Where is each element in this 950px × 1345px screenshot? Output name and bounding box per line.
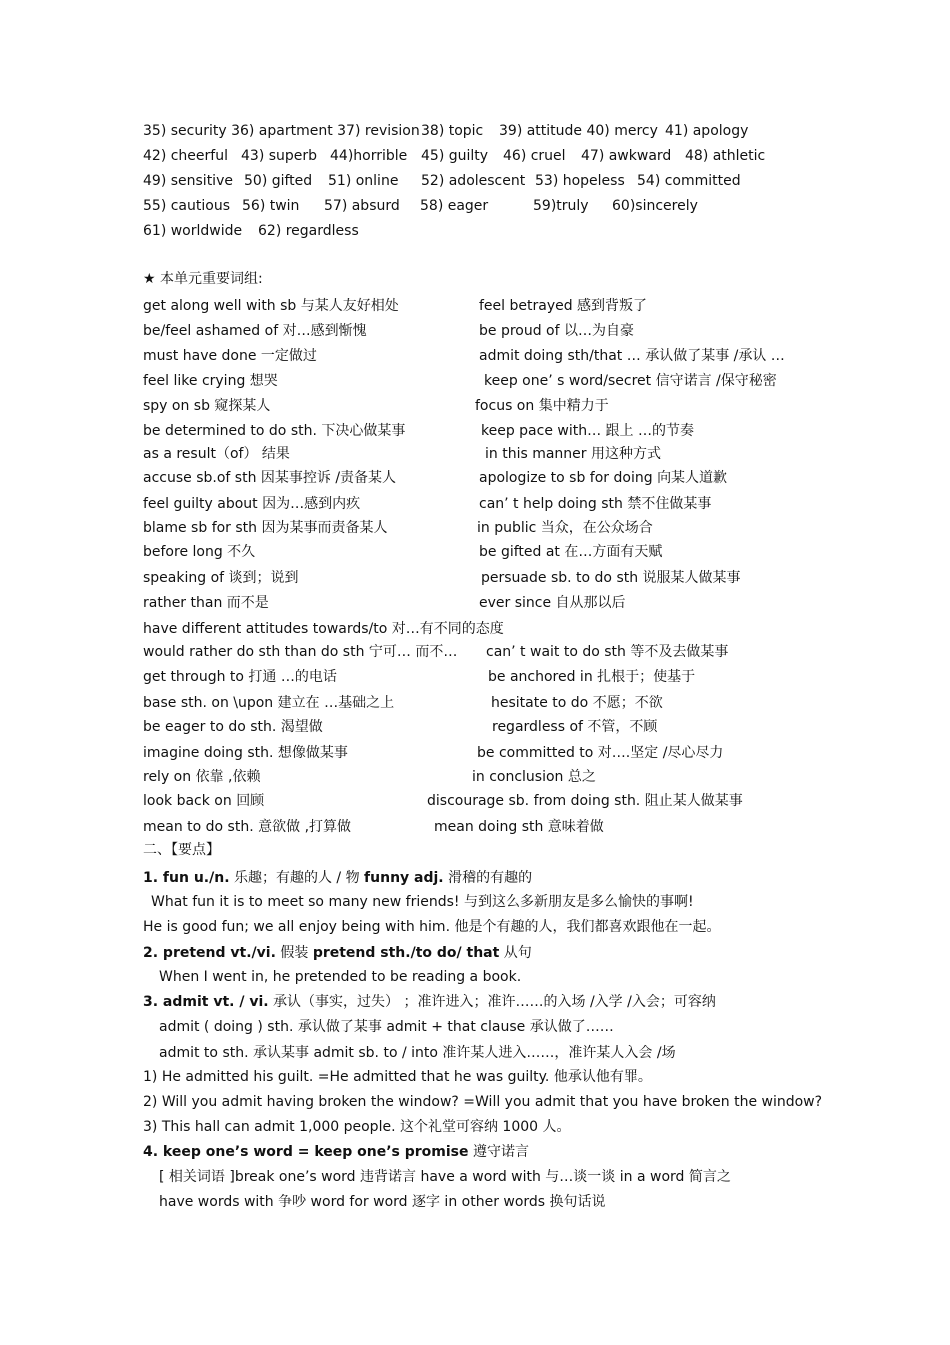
phrase-left: mean to do sth. 意欲做 ,打算做 — [143, 819, 352, 835]
point-3-usage: admit to sth. 承认某事 admit sb. to / into 准许某人进入……，准许某人入会 /场 — [159, 1045, 676, 1061]
vocab-item: 61) worldwide — [143, 223, 243, 239]
phrase-left: speaking of 谈到；说到 — [143, 570, 299, 586]
point-4-title — [143, 1142, 529, 1162]
phrase-left: get through to 打通 …的电话 — [143, 669, 337, 685]
phrase-left: feel guilty about 因为…感到内疚 — [143, 496, 361, 512]
phrase-right: in this manner 用这种方式 — [485, 446, 661, 462]
point-3-example: 1) He admitted his guilt. =He admitted that he was guilty. 他承认他有罪。 — [143, 1069, 652, 1085]
phrase-right: in public 当众，在公众场合 — [477, 520, 653, 536]
phrase-right: apologize to sb for doing 向某人道歉 — [479, 470, 728, 486]
point-term: 1. fun u./n. — [143, 870, 230, 886]
point-meaning: 滑稽的有趣的 — [443, 870, 533, 886]
phrase-single: have different attitudes towards/to 对…有不同的态度 — [143, 621, 504, 637]
vocab-item: 42) cheerful — [143, 148, 228, 164]
phrase-left: spy on sb 窥探某人 — [143, 398, 271, 414]
phrase-left: would rather do sth than do sth 宁可… 而不… — [143, 644, 458, 660]
point-1-example: He is good fun; we all enjoy being with him. 他是个有趣的人，我们都喜欢跟他在一起。 — [143, 919, 721, 935]
vocab-item: 57) absurd — [324, 198, 400, 214]
vocab-item: 47) awkward — [581, 148, 672, 164]
point-meaning: 乐趣；有趣的人 / 物 — [229, 870, 365, 886]
phrase-right: keep pace with… 跟上 …的节奏 — [481, 423, 695, 439]
vocab-item: 46) cruel — [503, 148, 566, 164]
point-term: funny adj. — [364, 870, 444, 886]
vocab-item: 38) topic — [421, 123, 484, 139]
point-1-title — [143, 868, 532, 888]
vocab-item: 53) hopeless — [535, 173, 625, 189]
point-4-related: have words with 争吵 word for word 逐字 in other words 换句话说 — [159, 1194, 606, 1210]
phrase-right: hesitate to do 不愿；不欲 — [491, 695, 663, 711]
point-meaning: 从句 — [499, 945, 532, 961]
phrase-right: mean doing sth 意味着做 — [434, 819, 604, 835]
vocab-item: 55) cautious — [143, 198, 230, 214]
point-term: 4. keep one’s word = keep one’s promise — [143, 1144, 469, 1160]
vocab-item: 35) security 36) apartment 37) revision — [143, 123, 420, 139]
vocab-item: 54) committed — [637, 173, 741, 189]
phrase-right: admit doing sth/that … 承认做了某事 /承认 … — [479, 348, 785, 364]
points-heading: 二、【要点】 — [143, 842, 220, 858]
point-term: 3. admit vt. / vi. — [143, 994, 269, 1010]
phrase-left: feel like crying 想哭 — [143, 373, 278, 389]
vocab-item: 60)sincerely — [612, 198, 698, 214]
phrase-left: blame sb for sth 因为某事而责备某人 — [143, 520, 388, 536]
vocab-item: 45) guilty — [421, 148, 489, 164]
point-3-example: 2) Will you admit having broken the window? =Will you admit that you have broken the window? — [143, 1094, 823, 1110]
phrase-left: rely on 依靠 ,依赖 — [143, 769, 261, 785]
phrase-right: in conclusion 总之 — [472, 769, 596, 785]
phrase-left: base sth. on \upon 建立在 …基础之上 — [143, 695, 395, 711]
phrase-right: can’ t wait to do sth 等不及去做某事 — [486, 644, 729, 660]
phrase-left: look back on 回顾 — [143, 793, 265, 809]
point-4-related: [ 相关词语 ]break one’s word 违背诺言 have a word with 与…谈一谈 in a word 简言之 — [159, 1169, 731, 1185]
vocab-item: 59)truly — [533, 198, 589, 214]
phrase-right: be gifted at 在…方面有天赋 — [479, 544, 663, 560]
phrase-heading: ★ 本单元重要词组: — [143, 271, 263, 287]
phrase-left: be/feel ashamed of 对…感到惭愧 — [143, 323, 367, 339]
point-3-usage: admit ( doing ) sth. 承认做了某事 admit + that clause 承认做了…… — [159, 1019, 614, 1035]
vocab-item: 41) apology — [665, 123, 749, 139]
phrase-right: keep one’ s word/secret 信守诺言 /保守秘密 — [484, 373, 777, 389]
vocab-item: 44)horrible — [330, 148, 408, 164]
phrase-left: rather than 而不是 — [143, 595, 269, 611]
phrase-right: persuade sb. to do sth 说服某人做某事 — [481, 570, 741, 586]
vocab-item: 58) eager — [420, 198, 489, 214]
phrase-left: as a result（of） 结果 — [143, 446, 290, 462]
phrase-left: be determined to do sth. 下决心做某事 — [143, 423, 406, 439]
point-3-example: 3) This hall can admit 1,000 people. 这个礼堂可容纳 1000 人。 — [143, 1119, 571, 1135]
phrase-right: ever since 自从那以后 — [479, 595, 626, 611]
phrase-left: imagine doing sth. 想像做某事 — [143, 745, 348, 761]
vocab-item: 62) regardless — [258, 223, 359, 239]
vocab-item: 48) athletic — [685, 148, 766, 164]
point-meaning: 遵守诺言 — [468, 1144, 529, 1160]
vocab-item: 56) twin — [242, 198, 300, 214]
point-2-example: When I went in, he pretended to be reading a book. — [159, 969, 522, 985]
phrase-right: be anchored in 扎根于；使基于 — [488, 669, 696, 685]
phrase-right: can’ t help doing sth 禁不住做某事 — [479, 496, 712, 512]
phrase-right: be committed to 对….坚定 /尽心尽力 — [477, 745, 724, 761]
point-3-title — [143, 992, 716, 1012]
phrase-right: discourage sb. from doing sth. 阻止某人做某事 — [427, 793, 743, 809]
point-term: 2. pretend vt./vi. — [143, 945, 276, 961]
point-meaning: 承认（事实，过失） ；准许进入；准许……的入场 /入学 /入会；可容纳 — [268, 994, 716, 1010]
vocab-item: 43) superb — [241, 148, 318, 164]
phrase-left: be eager to do sth. 渴望做 — [143, 719, 323, 735]
phrase-left: accuse sb.of sth 因某事控诉 /责备某人 — [143, 470, 397, 486]
phrase-right: feel betrayed 感到背叛了 — [479, 298, 648, 314]
vocab-item: 52) adolescent — [421, 173, 526, 189]
vocab-item: 39) attitude 40) mercy — [499, 123, 658, 139]
phrase-right: regardless of 不管，不顾 — [492, 719, 658, 735]
point-2-title — [143, 943, 532, 963]
vocab-item: 49) sensitive — [143, 173, 233, 189]
vocab-item: 50) gifted — [244, 173, 313, 189]
vocab-item: 51) online — [328, 173, 399, 189]
phrase-left: before long 不久 — [143, 544, 256, 560]
phrase-right: be proud of 以…为自豪 — [479, 323, 635, 339]
point-1-example: What fun it is to meet so many new friends! 与到这么多新朋友是多么愉快的事啊! — [151, 894, 694, 910]
phrase-left: get along well with sb 与某人友好相处 — [143, 298, 399, 314]
point-meaning: 假装 — [275, 945, 313, 961]
phrase-right: focus on 集中精力于 — [475, 398, 609, 414]
phrase-left: must have done 一定做过 — [143, 348, 317, 364]
point-term: pretend sth./to do/ that — [312, 945, 500, 961]
